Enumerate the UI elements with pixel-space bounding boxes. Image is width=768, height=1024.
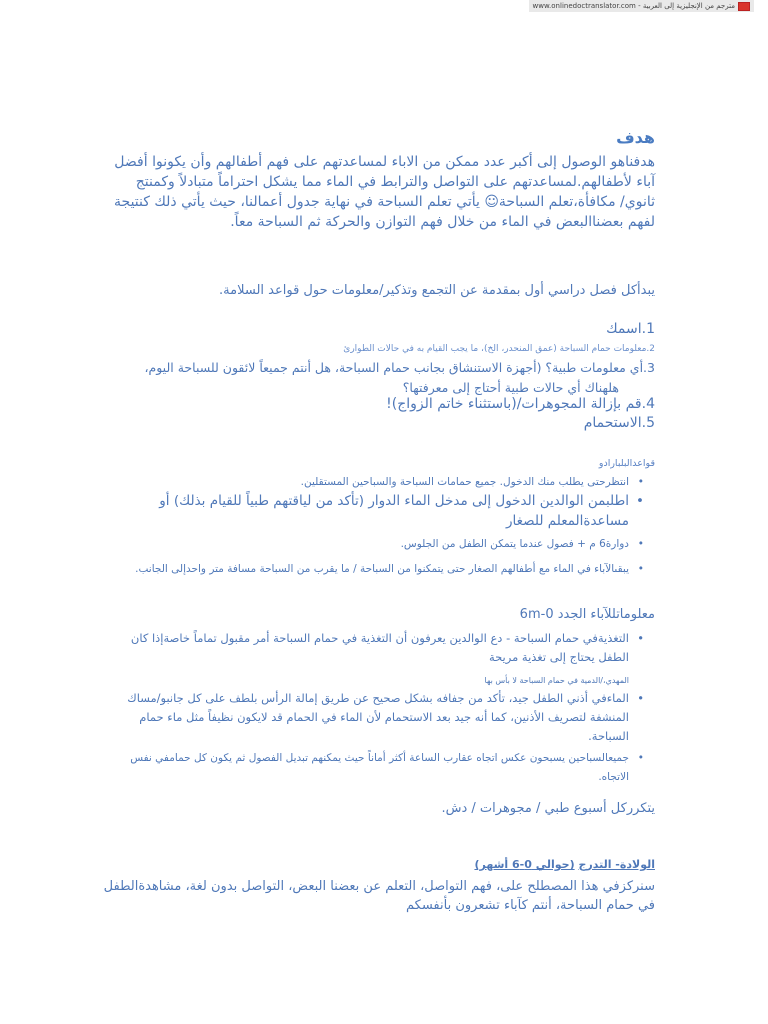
numbered-item-3-cont: هلهناك أي حالات طبية أحتاج إلى معرفتها؟ (402, 380, 619, 395)
list-item: • التغذيةفي حمام السباحة - دع الوالدين يعرفون أن التغذية في حمام السباحة أمر مقبول تماماً خاصةإذا كان الطفل يحتاج إلى تغذية مريحة (105, 629, 655, 667)
numbered-item-4: 4.قم بإزالة المجوهرات/(باستثناء خاتم الزواج)! (386, 396, 655, 412)
parents-info-list (105, 629, 655, 787)
parents-info-heading: معلوماتللآباء الجدد 0-6m (519, 607, 655, 622)
goal-paragraph: هدفناهو الوصول إلى أكبر عدد ممكن من الاباء لمساعدتهم على فهم أطفالهم وأن يكونوا أفضل آباء لأطفالهم.لمساعدتهم على التواصل والترابط في الماء مما يشكل احتراماً متبادلاً وكمنتج ثانوي/ مكافأة،تعلم السباحة☺ يأتي تعلم السباحة في نهاية جدول أعمالنا، حيث يأتي ذلك كنتيجة لفهم بعضناالبعض في الماء من خلال فهم التوازن والحركة ثم السباحة معاً. (114, 154, 655, 230)
birth-heading-paren: (حوالي 0-6 أشهر) (474, 858, 575, 871)
birth-paragraph: سنركزفي هذا المصطلح على، فهم التواصل، التعلم عن بعضنا البعض، التواصل بدون لغة، مشاهدةالطفل في حمام السباحة، أنتم كآباء تشعرون بأنفسكم (103, 879, 655, 913)
numbered-item-1: 1.اسمك (606, 321, 655, 337)
list-item: • يبقىالآباء في الماء مع أطفالهم الصغار حتى يتمكنوا من السباحة / ما يقرب من السباحة مسافة متر واحدإلى الجانب. (105, 559, 655, 579)
section-title-goal: هدف (616, 128, 655, 147)
list-item: • دوارة6 م + فصول عندما يتمكن الطفل من الجلوس. (105, 533, 655, 555)
birth-heading (105, 858, 655, 871)
numbered-item-3 (100, 358, 655, 398)
rules-list (105, 474, 655, 579)
intro-text: يبدأكل فصل دراسي أول بمقدمة عن التجمع وتذكير/معلومات حول قواعد السلامة. (219, 283, 655, 298)
list-item: • انتظرحتى يطلب منك الدخول. جميع حمامات السباحة والسباحين المستقلين. (105, 474, 655, 491)
repeat-note: يتكرركل أسبوع طبي / مجوهرات / دش. (441, 801, 655, 816)
list-item: • الماءفي أذني الطفل جيد، تأكد من جفافه بشكل صحيح عن طريق إمالة الرأس بلطف على كل جانبو/مساك المنشفة لتصريف الأذنين، كما أنه جيد بعد الاستحمام لأن الماء في الحمام قد لايكون نظيفاً مثل ماء حمام السباحة. (105, 689, 655, 746)
rules-heading: قواعدالبلبارادو (598, 458, 655, 469)
list-item: • اطلبمن الوالدين الدخول إلى مدخل الماء الدوار (تأكد من لياقتهم طبياً للقيام بذلك) أو مساعدةالمعلم للصغار (105, 491, 655, 531)
small-note: المهدي،/الدمية في حمام السباحة لا بأس بها (484, 676, 629, 685)
birth-heading-main: الولادة- التدرج (578, 858, 655, 871)
translator-link-text[interactable]: www.onlinedoctranslator.com - مترجم من الإنجليزية إلى العربية (532, 1, 735, 10)
list-item: • جميعالسباحين يسبحون عكس اتجاه عقارب الساعة أكثر أماناً حيث يمكنهم تبديل الفصول ثم يكون كل حمامفي نفس الاتجاه. (105, 749, 655, 787)
numbered-item-3-text: 3.أي معلومات طبية؟ (أجهزة الاستنشاق بجانب حمام السباحة، هل أنتم جميعاً لائقون للسباحة اليوم، (144, 360, 655, 375)
numbered-item-5: 5.الاستحمام (583, 415, 655, 431)
numbered-item-2: 2.معلومات حمام السباحة (عمق المنحدر، الخ)، ما يجب القيام به في حالات الطوارئ (343, 344, 655, 354)
